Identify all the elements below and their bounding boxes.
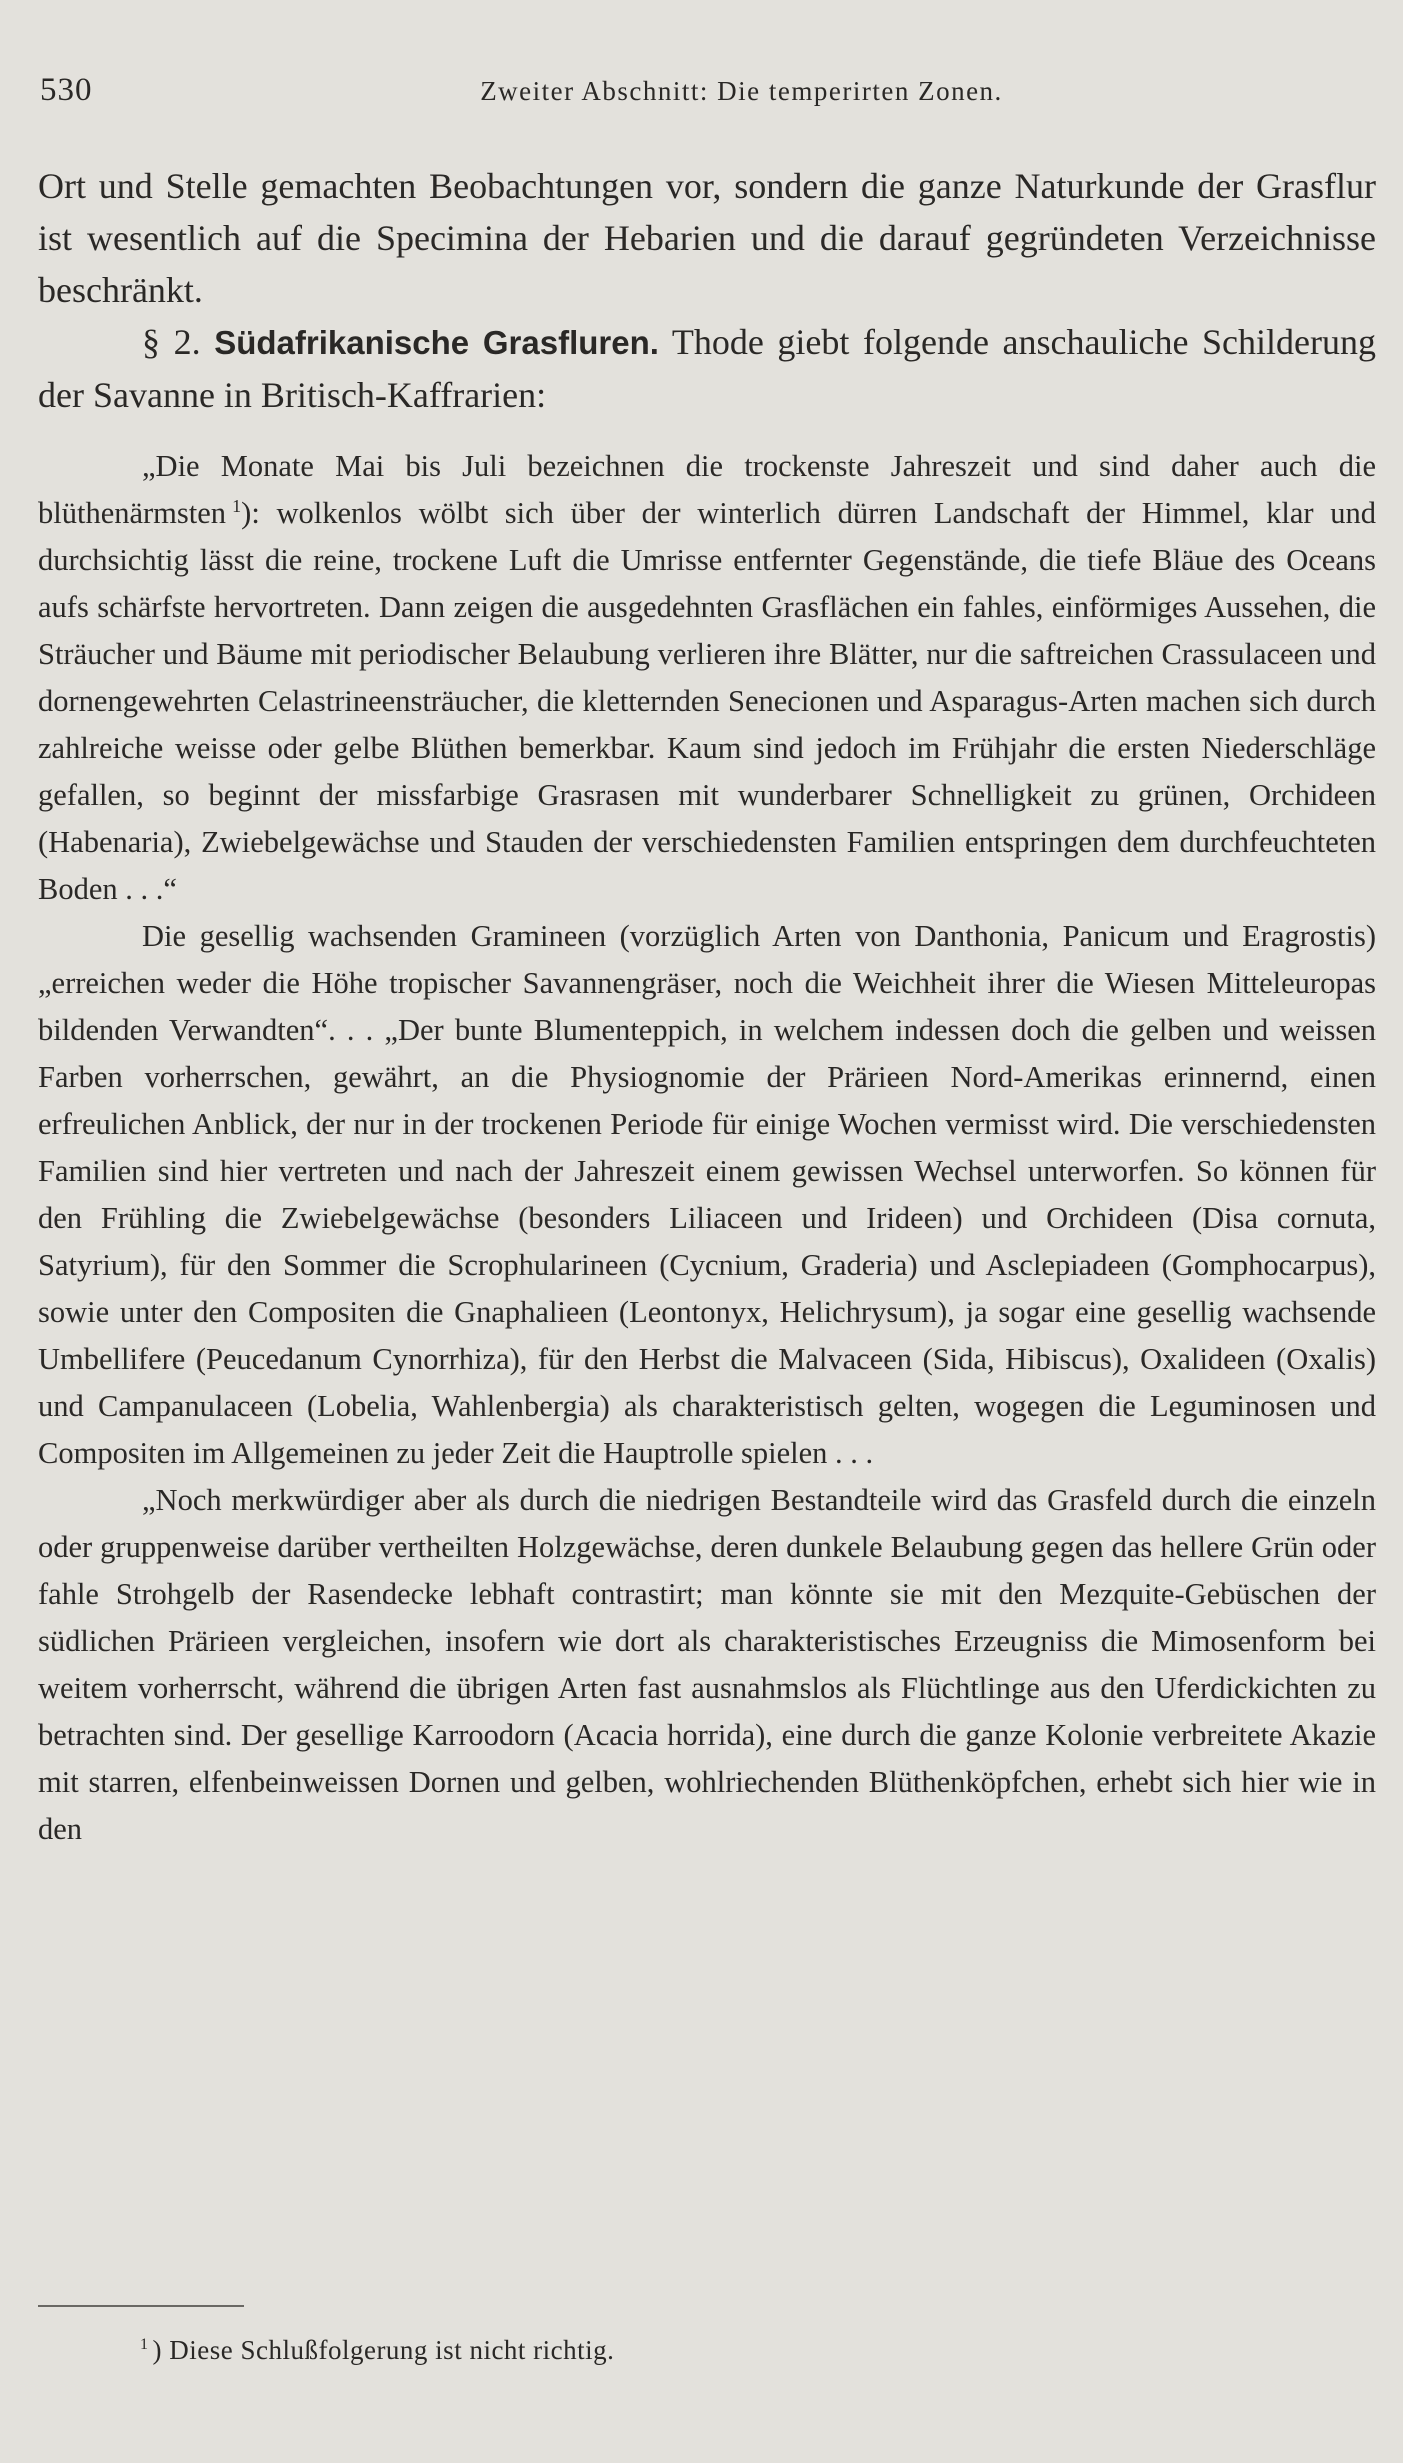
quote-text-start: „Die Monate Mai bis Juli bezeichnen die trockenste Jahreszeit und sind daher auch die blüthenärmsten: [38, 449, 1376, 530]
footnote: [140, 2335, 614, 2366]
section-number: § 2.: [142, 322, 201, 362]
footnote-mark: 1: [140, 2336, 149, 2353]
page-number: 530: [40, 72, 93, 108]
quotation-block: [38, 443, 1376, 1853]
footnote-reference: 1: [232, 495, 242, 516]
gramineen-paragraph: Die gesellig wachsenden Gramineen (vorzüglich Arten von Danthonia, Panicum und Eragrostis) „erreichen weder die Höhe tropischer Savannengräser, noch die Weichheit ihrer die Wiesen Mitteleuropas bildenden Verwandten“. . . „Der bunte Blumenteppich, in welchem indessen doch die gelben und weissen Farben vorherrschen, gewährt, an die Physiognomie der Prärieen Nord-Amerikas erinnernd, einen erfreulichen Anblick, der nur in der trockenen Periode für einige Wochen vermisst wird. Die verschiedensten Familien sind hier vertreten und nach der Jahreszeit einem gewissen Wechsel unterworfen. So können für den Frühling die Zwiebelgewächse (besonders Liliaceen und Irideen) und Orchideen (Disa cornuta, Satyrium), für den Sommer die Scrophularineen (Cycnium, Graderia) und Asclepiadeen (Gomphocarpus), sowie unter den Compositen die Gnaphalieen (Leontonyx, Helichrysum), ja sogar eine gesellig wachsende Umbellifere (Peucedanum Cynorrhiza), für den Herbst die Malvaceen (Sida, Hibiscus), Oxalideen (Oxalis) und Campanulaceen (Lobelia, Wahlenbergia) als charakteristisch gelten, wogegen die Leguminosen und Compositen im Allgemeinen zu jeder Zeit die Hauptrolle spielen . . .: [38, 919, 1376, 1470]
large-print-block: [38, 160, 1376, 421]
intro-paragraph: Ort und Stelle gemachten Beobachtungen vor, sondern die ganze Naturkunde der Grasflur ist wesentlich auf die Specimina der Hebarien und die darauf gegründeten Verzeichnisse beschränkt.: [38, 166, 1376, 310]
quote-paragraph: [38, 443, 1376, 913]
page-header: [40, 72, 1363, 112]
quote-text-end: ): wolkenlos wölbt sich über der winterlich dürren Landschaft der Himmel, klar und durchsichtig lässt die reine, trockene Luft die Umrisse entfernter Gegenstände, die tiefe Bläue des Oceans aufs schärfste hervortreten. Dann zeigen die ausgedehnten Grasflächen ein fahles, einförmiges Aussehen, die Sträucher und Bäume mit periodischer Belaubung verlieren ihre Blätter, nur die saftreichen Crassulaceen und dornengewehrten Celastrineensträucher, die kletternden Senecionen und Asparagus-Arten machen sich durch zahlreiche weisse oder gelbe Blüthen bemerkbar. Kaum sind jedoch im Frühjahr die ersten Niederschläge gefallen, so beginnt der missfarbige Grasrasen mit wunderbarer Schnelligkeit zu grünen, Orchideen (Habenaria), Zwiebelgewächse und Stauden der verschiedensten Familien entspringen dem durchfeuchteten Boden . . .“: [38, 496, 1376, 906]
holzgewaechse-paragraph: „Noch merkwürdiger aber als durch die niedrigen Bestandteile wird das Grasfeld durch die einzeln oder gruppenweise darüber vertheilten Holzgewächse, deren dunkele Belaubung gegen das hellere Grün oder fahle Strohgelb der Rasendecke lebhaft contrastirt; man könnte sie mit den Mezquite-Gebüschen der südlichen Prärieen vergleichen, insofern wie dort als charakteristisches Erzeugniss die Mimosenform bei weitem vorherrscht, während die übrigen Arten fast ausnahmslos als Flüchtlinge aus den Uferdickichten zu betrachten sind. Der gesellige Karroodorn (Acacia horrida), eine durch die ganze Kolonie verbreitete Akazie mit starren, elfenbeinweissen Dornen und gelben, wohlriechenden Blüthenköpfchen, erhebt sich hier wie in den: [38, 1483, 1376, 1846]
section-heading: Südafrikanische Grasfluren.: [214, 324, 659, 361]
section-text: Thode giebt folgende anschauliche Schilderung der Savanne in Britisch-Kaffrarien:: [38, 322, 1377, 415]
section-paragraph: [38, 316, 1376, 421]
body-text: [38, 160, 1376, 1853]
footnote-text: ) Diese Schlußfolgerung ist nicht richtig.: [152, 2335, 615, 2365]
footnote-rule: [38, 2305, 244, 2307]
running-title: Zweiter Abschnitt: Die temperirten Zonen.: [480, 76, 1003, 106]
